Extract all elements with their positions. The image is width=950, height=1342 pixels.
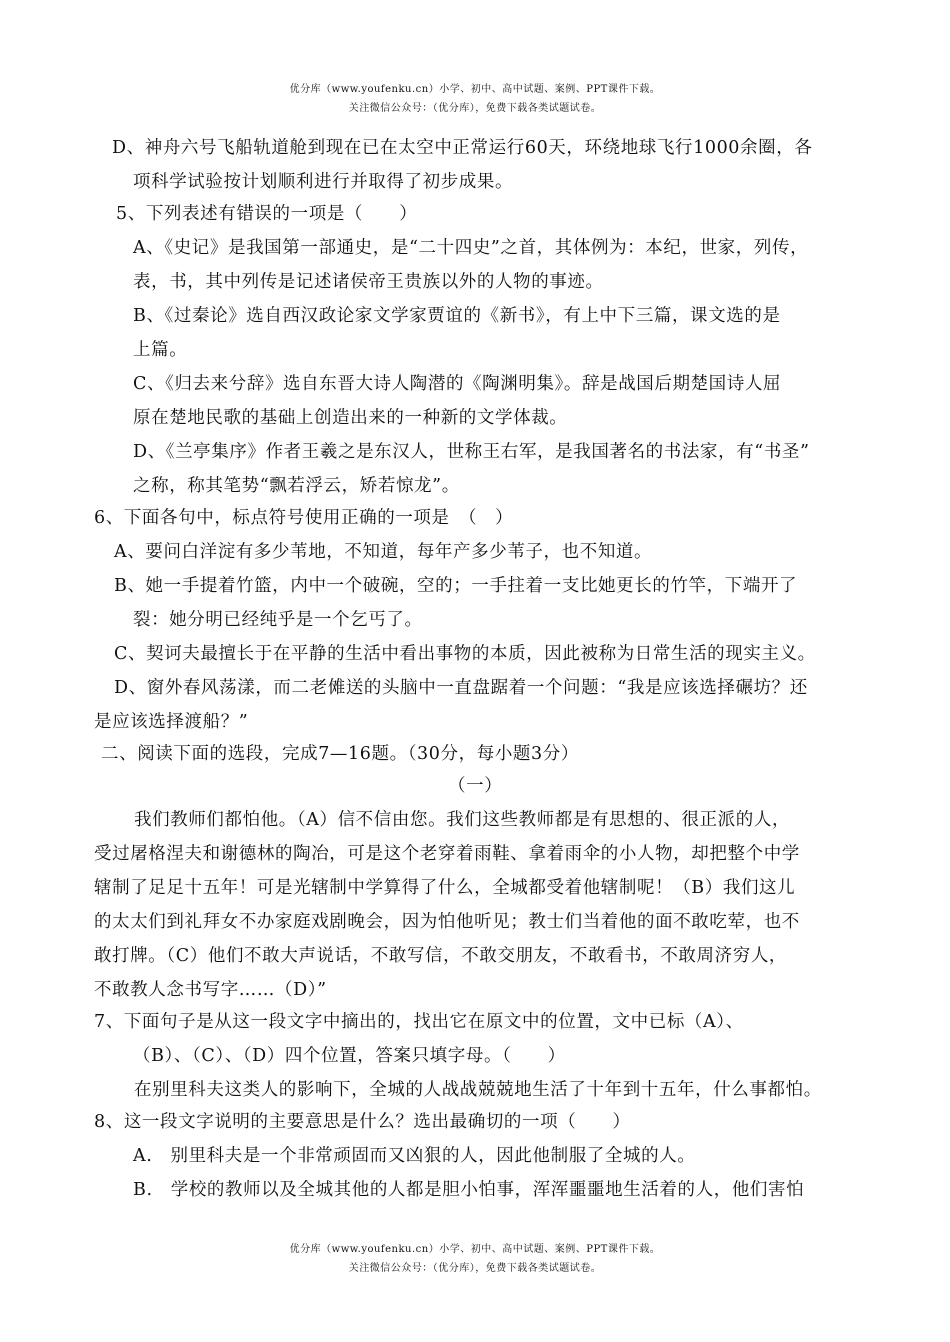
footer-line-1: 优分库（www.youfenku.cn）小学、初中、高中试题、案例、PPT课件下载。 [289,1244,661,1255]
q5-option-a-line-1: A、《史记》是我国第一部通史，是“二十四史”之首，其体例为：本纪，世家，列传， [133,238,809,258]
passage-line-5: 敢打牌。（C）他们不敢大声说话，不敢写信，不敢交朋友，不敢看书，不敢周济穷人， [94,946,788,966]
q5-option-c-line-2: 原在楚地民歌的基础上创造出来的一种新的文学体裁。 [133,408,568,428]
option-d-line-1: D、神舟六号飞船轨道舱到现在已在太空中正常运行60天，环绕地球飞行1000余圈，各 [112,138,813,158]
q6-option-d-line-1: D、窗外春风荡漾，而二老傩送的头脑中一直盘踞着一个问题：“我是应该选择碾坊？还 [114,678,808,698]
header-line-2: 关注微信公众号：（优分库），免费下载各类试题试卷。 [348,103,602,114]
header-line-1: 优分库（www.youfenku.cn）小学、初中、高中试题、案例、PPT课件下载。 [289,84,661,95]
passage-number: （一） [448,776,503,796]
q6-option-c: C、契诃夫最擅长于在平静的生活中看出事物的本质，因此被称为日常生活的现实主义。 [114,644,816,664]
question-8: 8、这一段文字说明的主要意思是什么？选出最确切的一项（ ） [94,1112,631,1132]
question-7-line-1: 7、下面句子是从这一段文字中摘出的，找出它在原文中的位置，文中已标（A）、 [94,1012,744,1032]
question-7-sentence: 在别里科夫这类人的影响下，全城的人战战兢兢地生活了十年到十五年，什么事都怕。 [134,1080,822,1100]
passage-line-4: 的太太们到礼拜女不办家庭戏剧晚会，因为怕他听见；教士们当着他的面不敢吃荤，也不 [94,912,800,932]
q5-option-b-line-2: 上篇。 [133,340,188,360]
question-6: 6、下面各句中，标点符号使用正确的一项是 （ ） [94,508,514,528]
question-5: 5、下列表述有错误的一项是（ ） [116,204,418,224]
question-7-line-2: （B）、（C）、（D）四个位置，答案只填字母。（ ） [133,1046,566,1066]
q5-option-b-line-1: B、《过秦论》选自西汉政论家文学家贾谊的《新书》，有上中下三篇，课文选的是 [133,306,781,326]
q5-option-d-line-1: D、《兰亭集序》作者王羲之是东汉人，世称王右军，是我国著名的书法家，有“书圣” [133,442,810,462]
q8-option-a: A. 别里科夫是一个非常顽固而又凶狠的人，因此他制服了全城的人。 [133,1146,696,1166]
q5-option-d-line-2: 之称，称其笔势“飘若浮云，矫若惊龙”。 [133,476,460,496]
option-d-line-2: 项科学试验按计划顺利进行并取得了初步成果。 [133,172,514,192]
passage-line-1: 我们教师们都怕他。（A）信不信由您。我们这些教师都是有思想的、很正派的人， [134,810,791,830]
passage-line-2: 受过屠格涅夫和谢德林的陶冶，可是这个老穿着雨鞋、拿着雨伞的小人物，却把整个中学 [94,844,800,864]
q5-option-a-line-2: 表，书，其中列传是记述诸侯帝王贵族以外的人物的事迹。 [133,272,604,292]
q6-option-a: A、要问白洋淀有多少苇地，不知道，每年产多少苇子，也不知道。 [114,542,653,562]
q6-option-b-line-2: 裂：她分明已经纯乎是一个乞丐了。 [133,610,423,630]
passage-line-3: 辖制了足足十五年！可是光辖制中学算得了什么，全城都受着他辖制呢！（B）我们这儿 [94,878,796,898]
q5-option-c-line-1: C、《归去来兮辞》选自东晋大诗人陶潜的《陶渊明集》。辞是战国后期楚国诗人屈 [133,374,782,394]
section-2-heading: 二、阅读下面的选段，完成7—16题。（30分，每小题3分） [101,744,579,764]
q6-option-d-line-2: 是应该选择渡船？” [94,712,249,732]
q6-option-b-line-1: B、她一手提着竹篮，内中一个破碗，空的；一手拄着一支比她更长的竹竿，下端开了 [114,576,798,596]
passage-line-6: 不敢教人念书写字……（D）” [94,980,327,1000]
q8-option-b: B. 学校的教师以及全城其他的人都是胆小怕事，浑浑噩噩地生活着的人，他们害怕 [133,1180,805,1200]
footer-line-2: 关注微信公众号：（优分库），免费下载各类试题试卷。 [348,1263,602,1274]
